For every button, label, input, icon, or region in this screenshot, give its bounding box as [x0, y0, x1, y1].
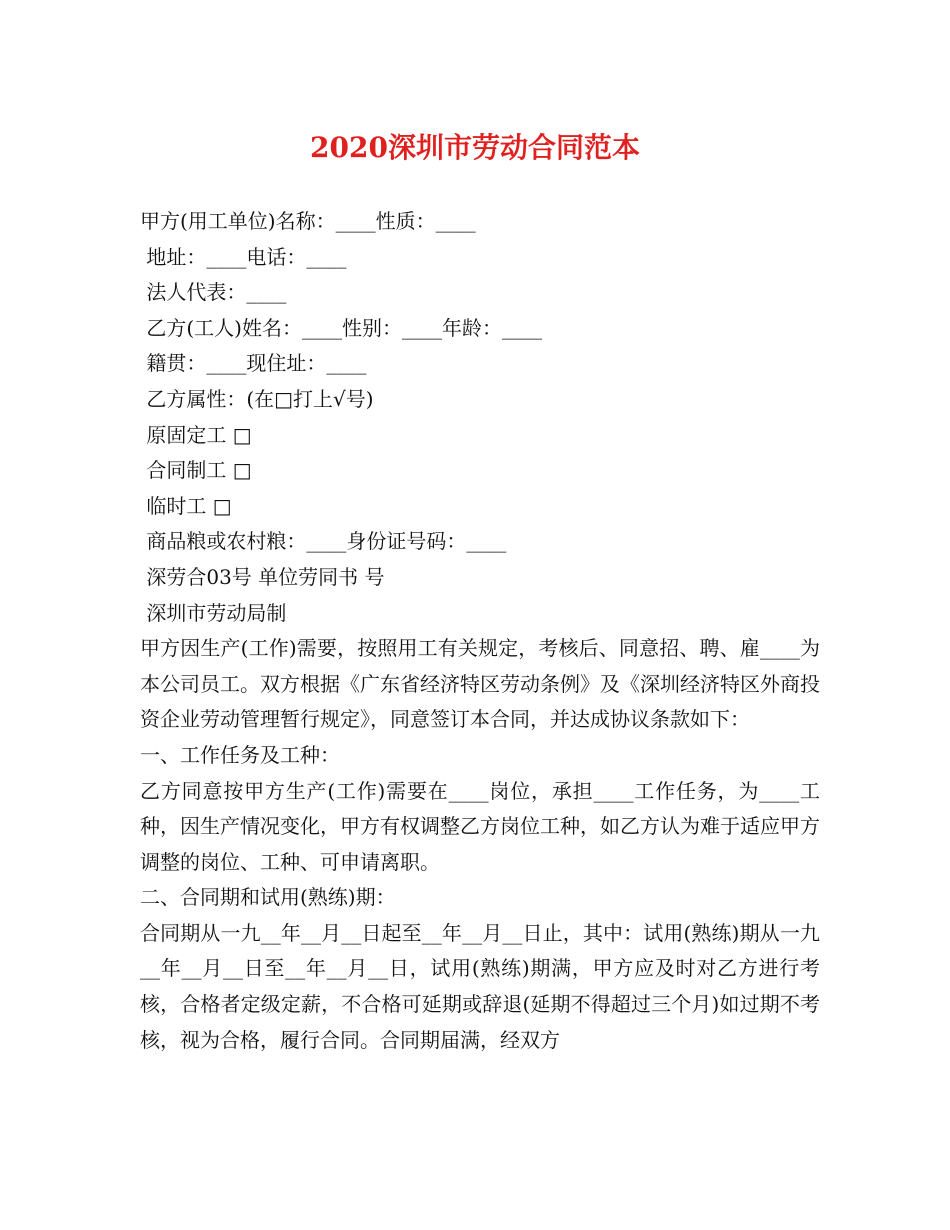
party-b-attribute-line: 乙方属性：(在□打上√号) [140, 386, 374, 411]
issuer-line: 深圳市劳动局制 [140, 600, 287, 625]
party-a-address-line: 地址：____电话：____ [140, 244, 347, 269]
contract-number-line: 深劳合03号 单位劳同书 号 [140, 564, 385, 589]
legal-representative-line: 法人代表：____ [140, 280, 287, 305]
contract-worker-option: 合同制工 □ [140, 458, 252, 483]
party-a-name-line: 甲方(用工单位)名称：____性质：____ [140, 209, 476, 233]
temporary-worker-option: 临时工 □ [140, 493, 232, 518]
section-2-paragraph: 合同期从一九__年__月__日起至__年__月__日止，其中：试用(熟练)期从一九__年__月__日至__年__月__日，试用(熟练)期满，甲方应及时对乙方进行考核，合格者定级定薪，不合格可延期或辞退(延期不得超过三个月)如过期不考核，视为合格，履行合同。合同期届满，经双方 [140, 920, 820, 1052]
section-heading-2: 二、合同期和试用(熟练)期： [140, 885, 396, 910]
section-1-paragraph: 乙方同意按甲方生产(工作)需要在____岗位，承担____工作任务，为____工种，因生产情况变化，甲方有权调整乙方岗位工种，如乙方认为难于适应甲方调整的岗位、工种、可申请离职。 [140, 778, 820, 874]
document-body [140, 204, 820, 1058]
grain-and-id-line: 商品粮或农村粮：____身份证号码：____ [140, 529, 507, 554]
document-title: 2020深圳市劳动合同范本 [310, 131, 640, 164]
preamble-paragraph: 甲方因生产(工作)需要，按照用工有关规定，考核后、同意招、聘、雇____为本公司员工。双方根据《广东省经济特区劳动条例》及《深圳经济特区外商投资企业劳动管理暂行规定》，同意签订本合同，并达成协议条款如下： [140, 636, 820, 732]
permanent-worker-option: 原固定工 □ [140, 422, 252, 447]
section-heading-1: 一、工作任务及工种： [140, 742, 340, 767]
party-b-origin-line: 籍贯：____现住址：____ [140, 351, 367, 376]
party-b-name-line: 乙方(工人)姓名：____性别：____年龄：____ [140, 315, 542, 340]
